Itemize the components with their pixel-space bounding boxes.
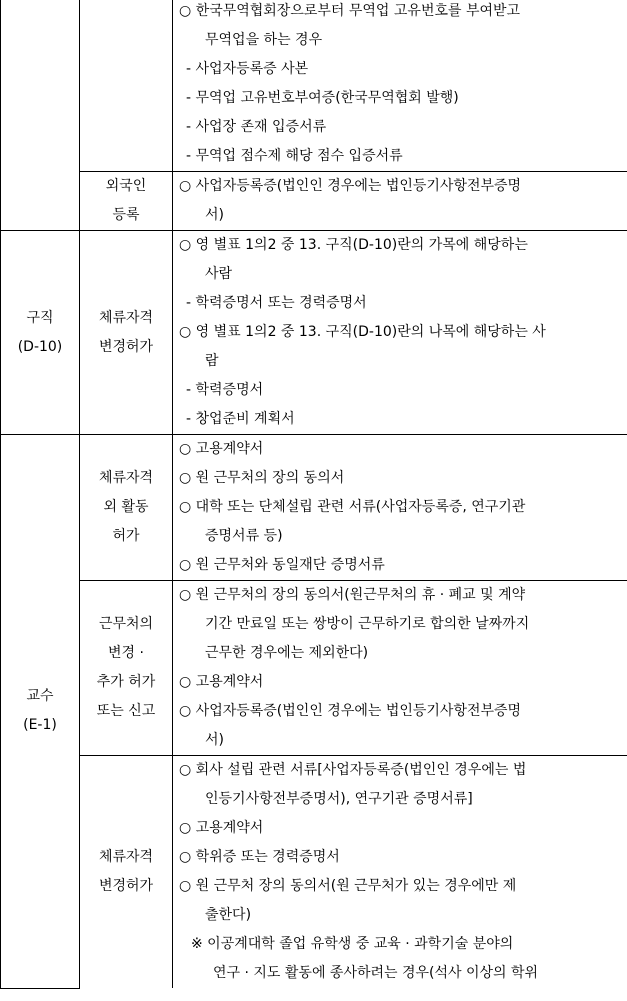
document-line: ○ 고용계약서 <box>179 674 264 690</box>
procedure-label-line: 외 활동 <box>103 499 149 515</box>
document-line: - 무역업 점수제 해당 점수 입증서류 <box>186 148 403 164</box>
procedure-cell <box>80 756 173 989</box>
document-line: 무역업을 하는 경우 <box>205 32 323 48</box>
document-line: - 창업준비 계획서 <box>186 411 295 427</box>
table-row <box>1 435 627 581</box>
document-line: ○ 학위증 또는 경력증명서 <box>179 849 340 865</box>
document-line: ○ 영 별표 1의2 중 13. 구직(D-10)란의 가목에 해당하는 <box>179 237 528 253</box>
document-line: ○ 원 근무처의 장의 동의서(원근무처의 휴 · 폐교 및 계약 <box>179 587 526 603</box>
procedure-cell <box>80 172 173 231</box>
document-line: - 학력증명서 또는 경력증명서 <box>186 295 367 311</box>
procedure-label-line: 변경허가 <box>98 878 154 894</box>
document-line: 인등기사항전부증명서), 연구기관 증명서류] <box>205 791 473 807</box>
category-cell <box>1 0 80 231</box>
document-line: ○ 원 근무처와 동일재단 증명서류 <box>179 557 385 573</box>
document-line: 근무한 경우에는 제외한다) <box>205 645 369 661</box>
document-line: ○ 영 별표 1의2 중 13. 구직(D-10)란의 나목에 해당하는 사 <box>179 324 546 340</box>
document-line: ○ 회사 설립 관련 서류[사업자등록증(법인인 경우에는 법 <box>179 762 527 778</box>
document-line: 람 <box>205 353 219 369</box>
document-line: ○ 한국무역협회장으로부터 무역업 고유번호를 부여받고 <box>179 3 521 19</box>
procedure-label-line: 변경허가 <box>98 338 154 355</box>
document-line: ○ 원 근무처 장의 동의서(원 근무처가 있는 경우에만 제 <box>179 878 517 894</box>
procedure-cell <box>80 435 173 581</box>
document-line: ○ 고용계약서 <box>179 820 264 836</box>
document-line: 출한다) <box>205 907 252 923</box>
document-line: ○ 사업자등록증(법인인 경우에는 법인등기사항전부증명 <box>179 178 522 194</box>
document-line: 증명서류 등) <box>205 528 283 544</box>
procedure-label-line: 근무처의 <box>98 616 154 632</box>
category-label-line: (E-1) <box>23 717 57 734</box>
documents-cell <box>173 0 627 172</box>
document-line: ○ 대학 또는 단체설립 관련 서류(사업자등록증, 연구기관 <box>179 499 526 515</box>
document-line: ○ 고용계약서 <box>179 441 264 457</box>
procedure-label-line: 등록 <box>112 207 140 223</box>
procedure-label-line: 추가 허가 <box>96 674 156 690</box>
procedure-cell <box>80 0 173 172</box>
document-line: 기간 만료일 또는 쌍방이 근무하기로 합의한 날짜까지 <box>205 616 530 632</box>
procedure-cell <box>80 581 173 756</box>
procedure-label-line: 체류자격 <box>98 309 154 326</box>
procedure-label-line: 체류자격 <box>98 849 154 865</box>
document-line: - 사업자등록증 사본 <box>186 61 309 77</box>
category-label-line: 교수 <box>26 688 54 705</box>
documents-cell <box>173 435 627 581</box>
procedure-label-line: 외국인 <box>105 178 147 194</box>
procedure-label-line: 체류자격 <box>98 470 154 486</box>
document-line: ○ 원 근무처의 장의 동의서 <box>179 470 345 486</box>
documents-cell <box>173 172 627 231</box>
category-label-line: (D-10) <box>17 338 63 355</box>
document-line: 서) <box>205 732 224 748</box>
document-line: - 학력증명서 <box>186 382 264 398</box>
category-label-line: 구직 <box>26 309 54 326</box>
document-line: 연구 · 지도 활동에 종사하려는 경우(석사 이상의 학위 <box>213 965 539 981</box>
procedure-cell <box>80 231 173 435</box>
document-line: ※ 이공계대학 졸업 유학생 중 교육 · 과학기술 분야의 <box>191 936 514 952</box>
documents-cell <box>173 756 627 989</box>
table-row <box>1 756 627 989</box>
procedure-label-line: 변경 · <box>108 645 144 661</box>
procedure-label-line: 허가 <box>112 528 140 544</box>
document-line: 서) <box>205 207 224 223</box>
document-line: - 사업장 존재 입증서류 <box>186 119 327 135</box>
table-row <box>1 172 627 231</box>
category-cell <box>1 231 80 435</box>
document-line: - 무역업 고유번호부여증(한국무역협회 발행) <box>186 90 459 106</box>
procedure-label-line: 또는 신고 <box>96 703 156 719</box>
document-line: 사람 <box>205 266 233 282</box>
documents-cell <box>173 581 627 756</box>
category-cell <box>1 435 80 989</box>
table-row <box>1 581 627 756</box>
documents-cell <box>173 231 627 435</box>
table-row <box>1 231 627 435</box>
table-row <box>1 0 627 172</box>
document-line: ○ 사업자등록증(법인인 경우에는 법인등기사항전부증명 <box>179 703 522 719</box>
